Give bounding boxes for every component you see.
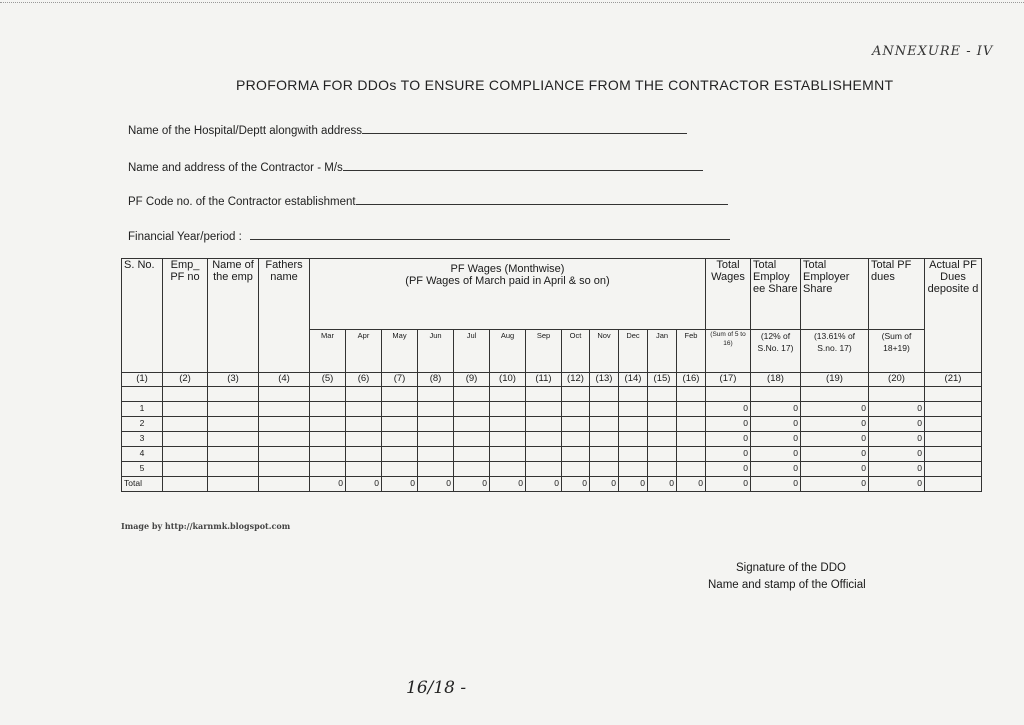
header-sno: S. No. [122,259,163,373]
table-row [122,417,982,432]
column-number: (19) [801,373,869,387]
table-cell[interactable] [259,462,310,477]
column-number: (8) [418,373,454,387]
row-employee-share: 0 [751,447,801,462]
month-header: Dec [619,330,648,373]
subheader-employee-share: (12% of S.No. 17) [751,330,801,373]
row-pf-dues: 0 [869,462,925,477]
total-label: Total [122,477,163,492]
column-number: (17) [706,373,751,387]
total-value: 0 [310,477,346,492]
row-employee-share: 0 [751,432,801,447]
annexure-label: ANNEXURE - IV [872,44,994,59]
column-number: (13) [590,373,619,387]
month-header: Mar [310,330,346,373]
column-number: (3) [208,373,259,387]
column-number: (10) [490,373,526,387]
row-sno: 1 [122,402,163,417]
handwritten-page-note: 16/18 - [406,678,467,698]
month-header: May [382,330,418,373]
contractor-label: Name and address of the Contractor - M/s [128,162,343,174]
financial-year-label: Financial Year/period : [128,231,242,243]
table-cell[interactable] [208,462,259,477]
row-employee-share: 0 [751,402,801,417]
total-value: 0 [526,477,562,492]
month-header: Feb [677,330,706,373]
total-value: 0 [590,477,619,492]
table-cell[interactable] [925,447,982,462]
hospital-blank-line[interactable] [362,123,687,134]
table-row [122,447,982,462]
table-row [122,402,982,417]
row-sno: 5 [122,462,163,477]
header-emp-name: Name of the emp [208,259,259,373]
pf-code-label: PF Code no. of the Contractor establishment [128,196,356,208]
total-value: 0 [619,477,648,492]
total-value: 0 [346,477,382,492]
table-cell[interactable] [208,402,259,417]
column-number: (11) [526,373,562,387]
subheader-total-wages: (Sum of 5 to 16) [706,330,751,373]
row-pf-dues: 0 [869,432,925,447]
header-pf-wages-title: PF Wages (Monthwise) [450,263,565,275]
total-value: 0 [382,477,418,492]
header-total-pf-dues: Total PF dues [869,259,925,330]
table-cell[interactable] [925,462,982,477]
column-number: (18) [751,373,801,387]
table-row [122,432,982,447]
row-pf-dues: 0 [869,447,925,462]
header-pf-wages-note: (PF Wages of March paid in April & so on) [405,275,610,287]
header-total-employer-share: Total Employer Share [801,259,869,330]
total-value: 0 [751,477,801,492]
total-value: 0 [490,477,526,492]
row-employer-share: 0 [801,417,869,432]
row-employer-share: 0 [801,402,869,417]
month-header: Jul [454,330,490,373]
column-number: (7) [382,373,418,387]
table-cell[interactable] [925,432,982,447]
column-number: (6) [346,373,382,387]
pf-code-blank-line[interactable] [356,194,728,205]
column-number: (1) [122,373,163,387]
column-number: (2) [163,373,208,387]
financial-year-field[interactable] [128,229,730,243]
column-number: (21) [925,373,982,387]
image-credit: Image by http://karnmk.blogspot.com [121,521,291,531]
row-employer-share: 0 [801,432,869,447]
total-value: 0 [562,477,590,492]
header-actual-pf-dues: Actual PF Dues deposite d [925,259,982,373]
row-pf-dues: 0 [869,417,925,432]
compliance-table [121,258,982,492]
row-sno: 4 [122,447,163,462]
month-header: Jan [648,330,677,373]
row-employer-share: 0 [801,447,869,462]
row-total-wages: 0 [706,447,751,462]
row-total-wages: 0 [706,462,751,477]
page-title: PROFORMA FOR DDOs TO ENSURE COMPLIANCE FROM THE CONTRACTOR ESTABLISHEMNT [236,77,894,93]
header-total-employee-share: Total Employ ee Share [751,259,801,330]
total-value: 0 [454,477,490,492]
month-header: Jun [418,330,454,373]
column-number: (16) [677,373,706,387]
column-number: (4) [259,373,310,387]
row-employee-share: 0 [751,462,801,477]
table-cell[interactable] [259,447,310,462]
total-value: 0 [801,477,869,492]
column-number: (9) [454,373,490,387]
row-total-wages: 0 [706,417,751,432]
row-total-wages: 0 [706,432,751,447]
total-row [122,477,982,492]
month-header: Aug [490,330,526,373]
total-value: 0 [648,477,677,492]
subheader-employer-share: (13.61% of S.no. 17) [801,330,869,373]
table-row [122,462,982,477]
table-cell[interactable] [259,417,310,432]
column-number: (14) [619,373,648,387]
table-cell[interactable] [208,432,259,447]
table-cell[interactable] [259,402,310,417]
table-cell[interactable] [925,417,982,432]
header-fathers-name: Fathers name [259,259,310,373]
column-number: (20) [869,373,925,387]
hospital-label: Name of the Hospital/Deptt alongwith address [128,125,362,137]
total-value: 0 [869,477,925,492]
contractor-field[interactable] [128,160,703,174]
row-sno: 3 [122,432,163,447]
column-number: (12) [562,373,590,387]
column-number-row [122,373,982,387]
row-pf-dues: 0 [869,402,925,417]
signature-ddo: Signature of the DDO [736,562,846,574]
total-value: 0 [418,477,454,492]
page-top-border [0,2,1024,11]
month-header: Oct [562,330,590,373]
signature-official: Name and stamp of the Official [708,579,866,591]
spacer-row [122,387,982,402]
month-header: Nov [590,330,619,373]
row-employer-share: 0 [801,462,869,477]
header-pf-wages [310,259,706,330]
table-cell[interactable] [163,432,208,447]
month-header: Sep [526,330,562,373]
column-number: (15) [648,373,677,387]
contractor-blank-line[interactable] [343,160,703,171]
table-cell[interactable] [163,462,208,477]
subheader-pf-dues: (Sum of 18+19) [869,330,925,373]
table-cell[interactable] [259,432,310,447]
column-number: (5) [310,373,346,387]
header-total-wages: Total Wages [706,259,751,330]
month-header: Apr [346,330,382,373]
total-value: 0 [706,477,751,492]
table-cell[interactable] [208,417,259,432]
header-emp-pf-no: Emp_ PF no [163,259,208,373]
hospital-field[interactable] [128,123,687,137]
row-employee-share: 0 [751,417,801,432]
table-cell[interactable] [163,402,208,417]
table-cell[interactable] [163,447,208,462]
table-cell[interactable] [163,417,208,432]
table-cell[interactable] [208,447,259,462]
row-sno: 2 [122,417,163,432]
pf-code-field[interactable] [128,194,728,208]
table-cell[interactable] [925,402,982,417]
total-value: 0 [677,477,706,492]
row-total-wages: 0 [706,402,751,417]
financial-year-blank-line[interactable] [250,229,730,240]
